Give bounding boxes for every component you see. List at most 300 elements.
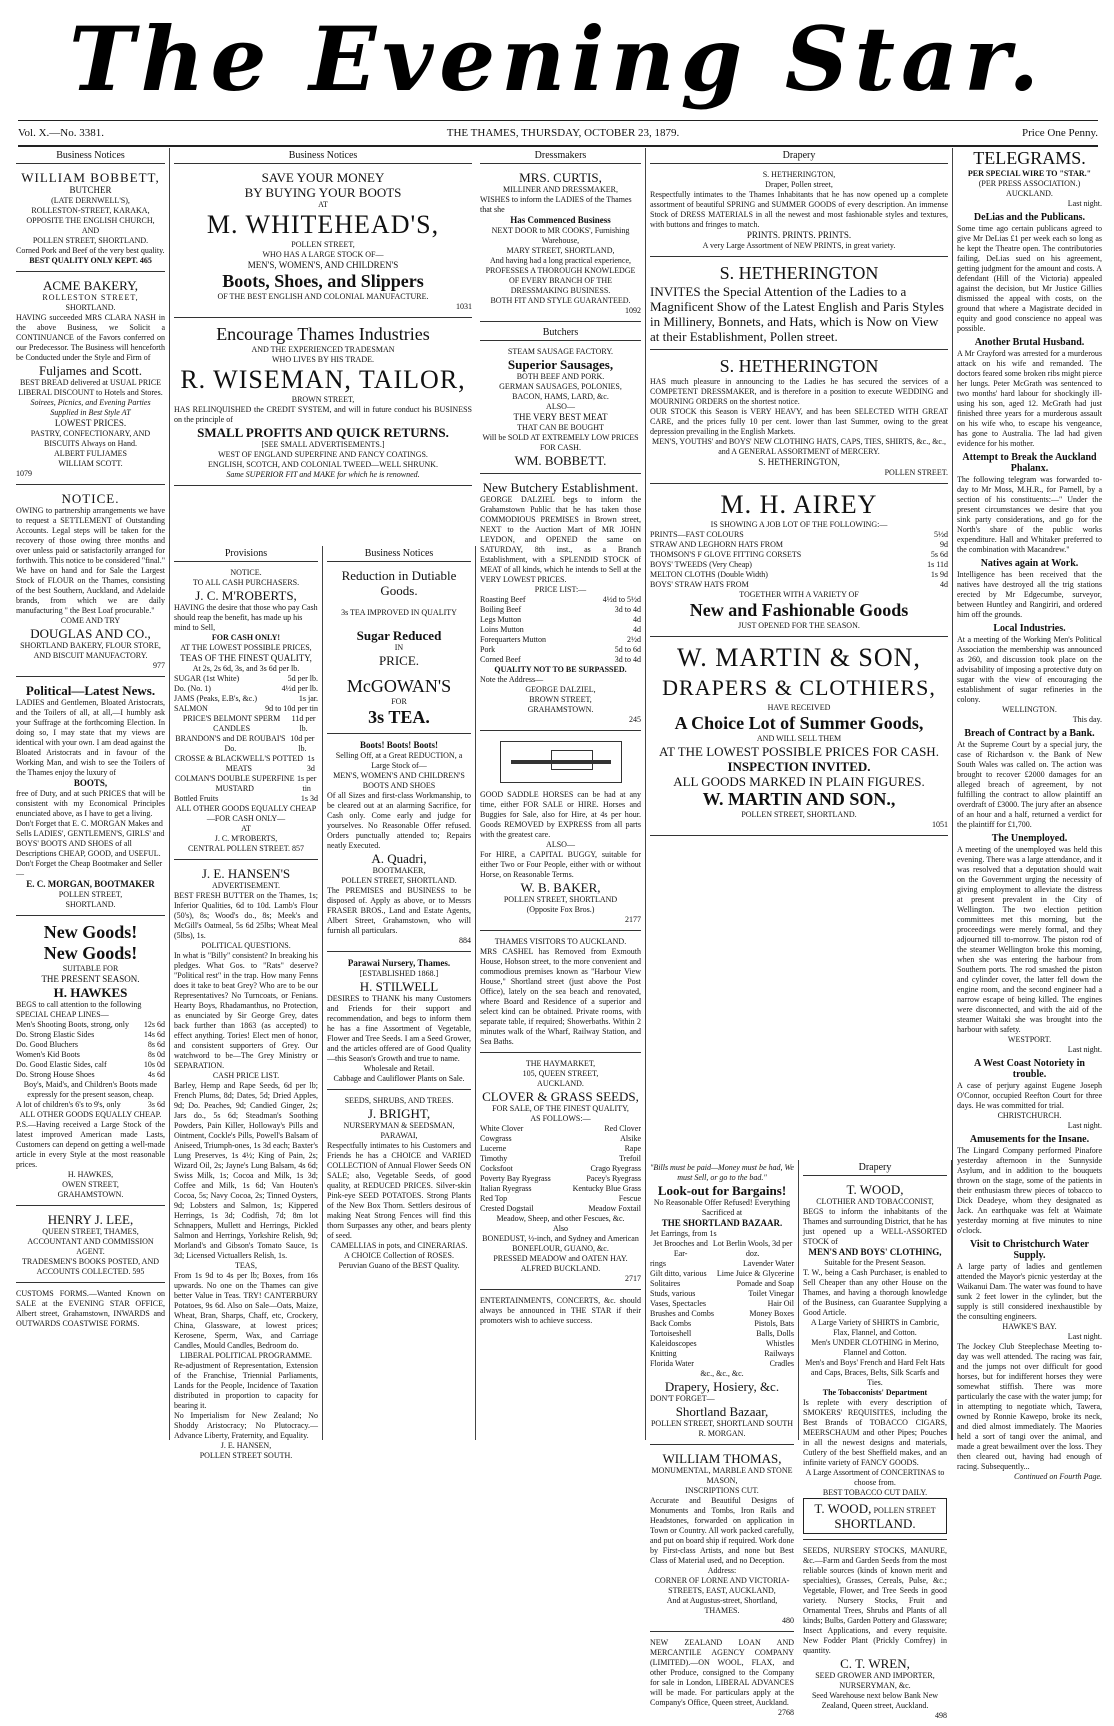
ad-text: POLLEN STREET, SHORTLAND. (32, 236, 149, 245)
ad-acme-bakery (16, 275, 165, 485)
ad-text: POLLEN STREET SOUTH. (199, 1451, 293, 1460)
ad-text: POLLEN STREET, (58, 890, 123, 899)
ad-text: MARY STREET, SHORTLAND, (506, 246, 615, 255)
ad-text: BUTCHER (69, 185, 112, 195)
ad-text: SHORTLAND. (65, 303, 116, 312)
telegram-story (957, 1111, 1102, 1236)
ad-name: M. H. AIREY (720, 490, 878, 519)
telegram-story (957, 1239, 1102, 1322)
ad-name: S. HETHERINGTON, (762, 170, 836, 179)
story-headline: Natives again at Work. (980, 558, 1079, 569)
newspaper-title: The Evening Star. (69, 7, 1045, 111)
ad-text: (LATE DERNWELL'S), (51, 196, 130, 205)
ad-text: DON'T FORGET— (650, 1394, 715, 1403)
item-value: Lavender Water (743, 1259, 794, 1268)
item-label: SUGAR (1st White) (174, 674, 240, 683)
ad-text: ROLLESTON STREET, (42, 293, 139, 302)
ad-text: MEN'S, WOMEN'S AND CHILDREN'S BOOTS AND SHOES (333, 771, 465, 790)
ad-name: S. HETHERINGTON (719, 263, 879, 283)
ad-text: ALSO— (546, 402, 575, 411)
section-header: Business Notices (16, 148, 165, 164)
ad-text: AND WILL SELL THEM (756, 734, 842, 743)
item-value: Pacey's Ryegrass (586, 1174, 641, 1183)
item-value: 1s 3d (300, 794, 318, 803)
ad-text: Drapery, Hosiery, &c. (664, 1379, 780, 1394)
list-item (650, 1259, 794, 1269)
ad-text: BEGS to call attention to the following SPECIAL CHEAP LINES— (16, 1000, 142, 1019)
ad-text: SHORTLAND. (834, 1516, 916, 1531)
ad-text: ROLLESTON-STREET, KARAKA, (31, 206, 150, 215)
ad-headline: New Goods! (43, 943, 138, 963)
ad-text: CENTRAL POLLEN STREET. 857 (188, 844, 304, 853)
ad-text: PRESSED MEADOW and OATEN HAY. (493, 1254, 628, 1263)
ad-name: W. B. BAKER, (520, 880, 601, 895)
item-value: Whistles (766, 1339, 794, 1348)
ad-text: AUCKLAND. (537, 1079, 584, 1088)
ad-text: H. HAWKES, (67, 1170, 114, 1179)
item-value: 4s 6d (147, 1070, 165, 1079)
list-item (650, 530, 948, 540)
ad-text: NEXT DOOR to MR COOKS', Furnishing Warehouse, (491, 226, 630, 245)
ad-text: GRAHAMSTOWN. (527, 705, 594, 714)
ad-airey (650, 487, 948, 637)
item-label: Bottled Fruits (174, 794, 219, 803)
list-item (650, 560, 948, 570)
telegram-story (957, 337, 1102, 449)
list-item (480, 1184, 641, 1194)
list-item (174, 674, 318, 684)
ad-headline: STEAM SAUSAGE FACTORY. (507, 347, 614, 356)
ad-text: No Imperialism for New Zealand; No Shoddy Aristocracy; No Plutocracy.—Advance Liberty, Fraternity, and Equality. (174, 1411, 318, 1440)
ad-whitehead (174, 167, 472, 318)
ad-text: (Opposite Fox Bros.) (526, 905, 595, 914)
ad-number: 977 (153, 661, 165, 670)
story-place: WELLINGTON. (1002, 705, 1057, 714)
story-headline: Another Brutal Husband. (974, 337, 1085, 348)
ad-text: ACCOUNTANT AND COMMISSION AGENT. (27, 1237, 154, 1256)
story-body: Intelligence has been received that the natives have destroyed all the trig stations erected by Mr Edgecumbe, surveyor, between Huntley and Rangiriri, and ordered him off the grounds. (957, 570, 1102, 619)
ad-text: AT (241, 824, 251, 833)
ad-text: POLLEN STREET (873, 1506, 936, 1515)
telegrams-heading: TELEGRAMS. (973, 148, 1086, 168)
list-item (480, 1164, 641, 1174)
item-label: Boiling Beef (480, 605, 522, 614)
ad-text: HAS much pleasure in announcing to the Ladies he has secured the services of a COMPETENT DRESSMAKER, and is therefore in a position to execute WEDDING and MOURNING ORDERS on the shortest notice. (650, 377, 948, 406)
item-value: 4d (633, 625, 641, 634)
ad-text: QUALITY NOT TO BE SURPASSED. (494, 665, 627, 674)
seed-list (480, 1124, 641, 1214)
ad-lee (16, 1209, 165, 1283)
ad-text: Of all Sizes and first-class Workmanship, to be cleared out at an alarming Sacrifice, for Cash only. Come early and judge for yourselves. No Reasonable Offer refused. Orders punctually attended to; Repairs neatly Executed. (327, 791, 471, 850)
list-item (650, 1279, 794, 1289)
item-value: 4d (633, 615, 641, 624)
column-4b (799, 1160, 952, 1720)
ad-name: A. Quadri, (371, 851, 427, 866)
ad-text: P.S.—Having received a Large Stock of the latest improved American made Lasts, Customers can depend on getting a well-made article in every Style at the most reasonable prices. (16, 1120, 165, 1169)
ad-text: OWEN STREET, (62, 1180, 119, 1189)
ad-text: TEAS, (235, 1261, 257, 1270)
item-value: Crago Ryegrass (590, 1164, 641, 1173)
item-value: 1s 3d (306, 754, 315, 773)
item-label: BOYS' TWEEDS (Very Cheap) (650, 560, 752, 569)
ad-headline: SAVE YOUR MONEY (261, 170, 385, 185)
ad-number: 1031 (456, 302, 472, 311)
ad-headline: Superior Sausages, (507, 357, 614, 372)
ad-name: H. HAWKES (53, 985, 128, 1000)
ad-text: CUSTOMS FORMS.—Wanted Known on SALE at the EVENING STAR OFFICE, Albert street, Grahamstown, INWARDS and OUTWARDS COASTWISE FORMS. (16, 1289, 165, 1328)
item-label: Do. Good Bluchers (16, 1040, 78, 1049)
ad-quadri (327, 737, 471, 952)
ad-text: POLLEN STREET. (884, 468, 948, 477)
story-place: HAWKE'S BAY. (1002, 1322, 1057, 1331)
ad-text: Men's and Boys' French and Hard Felt Hats and Caps, Braces, Belts, Silk Scarfs and Ties. (805, 1358, 945, 1387)
ad-mroberts (174, 565, 318, 860)
list-item (480, 1204, 641, 1214)
ad-name: S. HETHERINGTON (719, 356, 879, 376)
story-body: A case of perjury against Eugene Joseph O'Connor, occupied Reefton Court for three days. He was committed for trial. (957, 1081, 1102, 1110)
list-item (16, 1080, 165, 1100)
item-value: Fescue (618, 1194, 641, 1203)
ad-text: Also (552, 1224, 569, 1233)
item-label: Forequarters Mutton (480, 635, 546, 644)
ad-name: J. BRIGHT, (367, 1106, 431, 1121)
ad-text: HAVING succeeded MRS CLARA NASH in the above Business, we Solicit a CONTINUANCE of the Favors conferred on our Predecessor. The Business will henceforth be Conducted under the Style and Firm of (16, 313, 165, 362)
list-item (174, 694, 318, 704)
item-value: 11d per lb. (291, 714, 316, 733)
ad-text: We have on hand and for Sale the Largest Stock of FLOUR on the Thames, consisting of the best Southern, Auckland, and Adelaide brands, from which we are daily manufacturing " the Best Loaf procurable." (16, 566, 165, 615)
ad-text: FOR CASH ONLY! (211, 633, 281, 642)
price-list (480, 595, 641, 665)
story-headline: A West Coast Notoriety in trouble. (974, 1058, 1085, 1080)
telegram-stories (957, 189, 1102, 1472)
item-label: Lucerne (480, 1144, 507, 1153)
item-value: 1s 9d (930, 570, 948, 579)
ad-name: W. MARTIN AND SON., (702, 789, 896, 809)
ad-text: For HIRE, a CAPITAL BUGGY, suitable for either Two or Four People, either with or without Horse, on Reasonable Terms. (480, 850, 641, 879)
ad-text: BEST FRESH BUTTER on the Thames, 1s; Inferior Qualities, 6d to 10d. Lamb's Flour (50's), 8s; Wood's do., 8s; Meek's and McGill's Oatmeal, 5s 6d 25lbs; Wheat Meal (5lbs), 1s. (174, 891, 318, 940)
story-headline: Local Industries. (993, 623, 1066, 634)
ad-text: OUR STOCK this Season is VERY HEAVY, and has been SELECTED WITH GREAT CARE, and the prices fully 10 per cent. lower than last Summer, owing to the great depression prevailing in the English Markets. (650, 407, 948, 436)
ad-name: Shortland Bazaar, (675, 1404, 769, 1419)
list-item (650, 1359, 794, 1369)
ad-political-morgan (16, 680, 165, 916)
ad-bobbett (16, 167, 165, 272)
ad-text: POLLEN STREET, (291, 240, 355, 249)
ad-text: POLLEN STREET, SHORTLAND SOUTH (650, 1419, 794, 1428)
story-place: AUCKLAND. (1006, 189, 1053, 198)
item-value: 12s 6d (143, 1020, 165, 1029)
ad-bright (327, 1093, 471, 1276)
section-header: Drapery (650, 148, 948, 164)
item-value: 5d per lb. (287, 674, 318, 683)
item-value: Pomade and Soap (736, 1279, 794, 1288)
ad-name: DOUGLAS AND CO., (30, 626, 151, 641)
ad-number: 1092 (625, 306, 641, 315)
ad-text: NURSERYMAN, &c. (839, 1681, 911, 1690)
ad-text: POLLEN STREET, SHORTLAND (503, 895, 618, 904)
ad-baker (480, 734, 641, 931)
item-value: Trefoil (619, 1154, 641, 1163)
ad-name: T. WOOD, (814, 1501, 872, 1516)
ad-name: M. WHITEHEAD'S, (206, 210, 440, 239)
item-value: 2½d (627, 635, 641, 644)
item-label: Cocksfoot (480, 1164, 513, 1173)
ad-text: BOOTMAKER, (372, 866, 426, 875)
ad-text: INSCRIPTIONS CUT. (685, 1486, 759, 1495)
ad-text: LIBERAL POLITICAL PROGRAMME. (179, 1351, 313, 1360)
ad-text: Will be SOLD AT EXTREMELY LOW PRICES FOR CASH. (482, 433, 639, 452)
item-value: 4½d per lb. (281, 684, 318, 693)
list-item (480, 605, 641, 615)
item-label: Pork (480, 645, 496, 654)
ad-text: FOR (391, 697, 407, 706)
item-value: Kentucky Blue Grass (572, 1184, 641, 1193)
ad-text: HAS RELINQUISHED the CREDIT SYSTEM, and will in future conduct his BUSINESS on the principle of (174, 405, 472, 424)
story-body: A meeting of the unemployed was held this evening. There was a large attendance, and it was resolved that a deputation should wait on the Government urging the necessity of giving employment to alleviate the distress at present prevalent in the City of Wellington. The two election petition committees met this morning, but the proceedings were merely formal, and they adjourned till to-morrow. The piston rod of the steamer Wellington broke this morning, when she was entering the harbour from Southern ports. The rod smashed the piston and cylinder cover, the latter fell down the engine room, and the second engineer had a narrow escape of being killed. The engines were disconnected, and with the aid of the steamer Waitaki she was brought into the harbour with safety. (957, 845, 1102, 1034)
ad-text: POLITICAL QUESTIONS. (201, 941, 291, 950)
ad-name: W. MARTIN & SON, (677, 643, 921, 672)
ad-text: "Bills must be paid—Money must be had, We must Sell, or go to the bad." (650, 1163, 794, 1182)
telegram-story (957, 1035, 1102, 1111)
story-headline: Breach of Contract by a Bank. (964, 728, 1095, 739)
ad-text: AND (81, 226, 100, 235)
ad-text: SUITABLE FOR (62, 964, 119, 973)
column-1 (12, 148, 170, 1440)
item-value: 9d (940, 540, 948, 549)
ad-text: THE VERY BEST MEAT (513, 412, 608, 422)
section-header: Butchers (480, 325, 641, 341)
column-4a (646, 1160, 799, 1717)
item-label: Do. Strong House Shoes (16, 1070, 95, 1079)
ad-text: BEST BREAD delivered at USUAL PRICE (19, 378, 162, 387)
ad-text: OWING to partnership arrangements we have to request a SETTLEMENT of Outstanding Accounts. Legal steps will be taken for the recovery of those owing three months and over unless paid or satisfactorily arranged for forthwith. This notice to be considered "final." (16, 506, 166, 565)
item-value: 10s 0d (143, 1060, 165, 1069)
column-2b (323, 546, 476, 1440)
ad-hetherington-1 (650, 167, 948, 257)
story-body: At the Supreme Court by a special jury, the case of Richardson v. the Bank of New South Wales was called on. The action was brought to recover £2000 damages for an alleged breach of agreement, by not fulfilling the contract to allow plaintiff an overdraft of £3000. The jury after an absence of an hour and a half, returned a verdict for the plaintiff for £1,700. (957, 740, 1102, 829)
ad-name: T. WOOD, (846, 1182, 904, 1197)
telegram-story (957, 623, 1102, 705)
story-headline: The Unemployed. (991, 833, 1068, 844)
list-item (650, 1349, 794, 1359)
ad-text: Don't Forget the Cheap Bootmaker and Seller— (16, 859, 163, 878)
list-item (16, 1070, 165, 1080)
ad-headline: The Tobacconists' Department (822, 1388, 928, 1397)
story-headline: Attempt to Break the Auckland Phalanx. (962, 452, 1097, 474)
story-body: The Jockey Club Steeplechase Meeting to-day was well attended. The racing was fair, and the jumps not over difficult for good horses, but for indifferent horses they were somewhat stiffish. There was more particularly the case with the water jump; for in attempting to negotiate which, Tawera, owned by Ronnie Kawepo, broke its neck, and died almost immediately. The Maories held a sort of tangi over the animal, and made a great bewailment over the loss. They then cleared out, having had enough of racing. Subsequently... (957, 1342, 1102, 1471)
story-time: Last night. (1067, 1121, 1102, 1130)
list-item (650, 1299, 794, 1309)
list-item (174, 684, 318, 694)
ad-text: MRS CASHEL has Removed from Exmouth House, Hobson street, to the more convenient and commodious premises known as "Harbour View House," Shortland street (just above the Post Office), lately on the sea beach and renovated, where Board and Residence of a superior and select kind can be obtained. Private rooms, with separate table, if required; Showerbaths. Within 2 minutes walk of the Wharf, Railway Station, and Sea Baths. (480, 947, 641, 1046)
item-label: Do. Strong Elastic Sides (16, 1030, 95, 1039)
ad-name: DRAPERS & CLOTHIERS, (662, 675, 936, 700)
item-value: 4½d to 5½d (602, 595, 641, 604)
item-value: Lime Juice & Glycerine (716, 1269, 794, 1278)
ad-text: A very Large Assortment of NEW PRINTS, in great variety. (702, 241, 896, 250)
ad-text: MEN'S, WOMEN'S, AND CHILDREN'S (247, 260, 399, 270)
list-item (650, 580, 948, 590)
ad-text: SEEDS, NURSERY STOCKS, MANURE, &c.—Farm and Garden Seeds from the most reliable sources (kinds of known merit and specialties), Grasses, Cereals, Pulse, &c.; Vegetable, Flower, and Tree Seeds in good variety. Nursery Stocks, Fruit and Ornamental Trees, Shrubs and Plants of all kinds; Bulbs, Garden Pottery and Glassware; Insect Applications, and every requisite. New Fodder Plant (Prickly Comfrey) in quantity. (803, 1546, 947, 1655)
ad-text: [SEE SMALL ADVERTISEMENTS.] (261, 440, 385, 449)
ad-text: HAVE RECEIVED (767, 703, 831, 712)
item-value: 1s 11d (927, 560, 948, 569)
item-value: 4d (940, 580, 948, 589)
price: Price One Penny. (1022, 127, 1098, 139)
horse-buggy-illustration (500, 741, 622, 783)
ad-text: FOR SALE, OF THE FINEST QUALITY, (492, 1104, 629, 1113)
item-label: JAMS (Peaks, E.B's, &c.) (174, 694, 257, 703)
item-value: Balls, Dolls (756, 1329, 794, 1338)
list-item (480, 1154, 641, 1164)
ad-text: Same SUPERIOR FIT and MAKE for which he is renowned. (226, 470, 420, 479)
ad-text: ALL OTHER GOODS EQUALLY CHEAP —FOR CASH ONLY— (175, 804, 317, 823)
ad-text: Don't Forget that E. C. MORGAN Makes and Sells LADIES', GENTLEMEN'S, GIRLS' and BOYS' BOOTS AND SHOES of all Descriptions CHEAP, GOOD, and USEFUL. (16, 819, 165, 858)
ad-text: ENTERTAINMENTS, CONCERTS, &c. should always be announced in THE STAR if their promoters wish to achieve success. (480, 1296, 641, 1325)
ad-text: ALBERT FULJAMES (54, 449, 127, 458)
item-label: Do. (No. 1) (174, 684, 211, 693)
ad-entertainments (480, 1293, 641, 1331)
item-label: Loins Mutton (480, 625, 524, 634)
item-label: THOMSON'S F GLOVE FITTING CORSETS (650, 550, 802, 559)
list-item (480, 655, 641, 665)
ad-number: 884 (459, 936, 471, 945)
item-label: Timothy (480, 1154, 508, 1163)
telegram-story (957, 189, 1102, 334)
list-item (16, 1060, 165, 1070)
ad-text: free of Duty, and at such PRICES that will be consistent with my Economical Principles enunciated above, as I have to get a living. (16, 789, 165, 818)
item-value: 10d per lb. (290, 734, 315, 753)
ad-text: A Large Assortment of CONCERTINAS to choose from. (805, 1468, 945, 1487)
list-item (480, 1124, 641, 1134)
ad-text: J. E. HANSEN, (220, 1441, 272, 1450)
item-value: Hair Oil (767, 1299, 794, 1308)
ad-text: AS FOLLOWS:— (530, 1114, 591, 1123)
list-item (16, 1050, 165, 1060)
list-item (650, 1319, 794, 1329)
item-value: 8s 0d (147, 1050, 165, 1059)
item-label: White Clover (480, 1124, 524, 1133)
list-item (650, 550, 948, 560)
item-label: rings (650, 1259, 666, 1268)
ad-wood (803, 1179, 947, 1540)
ad-text: JUST OPENED FOR THE SEASON. (738, 621, 860, 630)
ad-text: Jet Earrings, from 1s (650, 1229, 717, 1238)
ad-text: WEST OF ENGLAND SUPERFINE AND FANCY COATINGS. (218, 450, 428, 459)
price-list (16, 1020, 165, 1110)
ad-text: J. C. M'ROBERTS, (214, 834, 278, 843)
item-label: Do. Good Elastic Sides, calf (16, 1060, 107, 1069)
ad-text: SHORTLAND. (65, 900, 116, 909)
ad-text: DESIRES to THANK his many Customers and Friends for their support and recommendation, and begs to inform them he has a fine Assortment of Vegetable, Flower and Tree Seeds. I am a Seed Grower, and the articles offered are of Good Quality—this Season's Growth and true to name. (327, 994, 471, 1063)
dateline (18, 120, 1098, 147)
item-label: Knitting (650, 1349, 677, 1358)
ad-text: Suitable for the Present Season. (824, 1258, 926, 1267)
ad-text: A Large Variety of SHIRTS in Cambric, Flax, Flannel, and Cotton. (810, 1318, 940, 1337)
ad-headline: THAMES VISITORS TO AUCKLAND. (494, 937, 627, 946)
ad-text: ALL OTHER GOODS EQUALLY CHEAP. (19, 1110, 162, 1119)
item-label: A lot of children's 6's to 9's, only (16, 1100, 121, 1109)
item-label: PRICE'S BELMONT SPERM CANDLES (182, 714, 281, 733)
ad-text: ADVERTISEMENT. (211, 881, 281, 890)
ad-text: AND THE EXPERIENCED TRADESMAN (251, 345, 395, 354)
list-item (480, 645, 641, 655)
list-item (174, 754, 318, 774)
item-value: 5½d (934, 530, 948, 539)
ad-text: T. W., being a Cash Purchaser, is enabled to Sell Cheaper than any other House on the Thames, and having a thorough knowledge of the Business, can Guarantee Supplying a Good Article. (803, 1268, 947, 1317)
telegrams-subheading: PER SPECIAL WIRE TO "STAR." (967, 169, 1092, 178)
ad-text: WHO LIVES BY HIS TRADE. (272, 355, 374, 364)
ad-name: MRS. CURTIS, (519, 170, 602, 185)
list-item (480, 595, 641, 605)
ad-text: BEGS to inform the inhabitants of the Thames and surrounding District, that he has just opened up a WELL-ASSORTED STOCK of (803, 1207, 947, 1246)
item-value: 3d to 4d (614, 605, 641, 614)
list-item (650, 540, 948, 550)
item-value: 5d to 6d (614, 645, 641, 654)
ad-text: TRADESMEN'S BOOKS POSTED, AND ACCOUNTS COLLECTED. 595 (21, 1257, 159, 1276)
item-value: 3d to 4d (614, 655, 641, 664)
ad-hetherington-3 (650, 353, 948, 484)
item-label: Tortoiseshell (650, 1329, 692, 1338)
ad-text: And having had a long practical experience, PROFESSES A THOROUGH KNOWLEDGE OF EVERY BRANCH OF THE DRESSMAKING BUSINESS. (485, 256, 636, 295)
ad-number: 1079 (16, 469, 32, 478)
ad-headline: New Butchery Establishment. (482, 480, 639, 495)
list-item (650, 1269, 794, 1279)
ad-text: AT (318, 200, 328, 209)
ad-stilwell (327, 955, 471, 1090)
telegram-story (957, 1322, 1102, 1472)
ad-headline: MEN'S AND BOYS' CLOTHING, (808, 1247, 942, 1257)
item-value: 5s 6d (930, 550, 948, 559)
ad-name: J. C. M'ROBERTS, (195, 588, 297, 603)
ad-hetherington-2 (650, 260, 948, 350)
ad-headline: SMALL PROFITS AND QUICK RETURNS. (197, 425, 449, 440)
ad-text: SEED GROWER AND IMPORTER, (815, 1671, 935, 1680)
ad-wiseman (174, 321, 472, 486)
ad-text: Respectfully intimates to his Customers and Friends he has a CHOICE and VARIED COLLECTION of Annual Flower Seeds ON SALE; also, Vegetable Seeds, of good quality, at REDUCED PRICES. Silver-skin Pink-eye SEED POTATOES. Strong Plants of the New Box Thorn. Settlers desirous of making Neat Strong Fences will find this thorn Surpasses any other, and bears plenty of seed. (327, 1141, 471, 1240)
ad-text: Corned Pork and Beef of the very best quality. (16, 246, 165, 255)
ad-number: 480 (782, 1616, 794, 1625)
item-label: Poverty Bay Ryegrass (480, 1174, 551, 1183)
ad-text: Accurate and Beautiful Designs of Monuments and Tombs, Iron Rails and Headstones, forwarded on application in Town or Country. All work packed carefully, and put on board ship if required. Work done by First-class Artists, and none but Best Class of Material used, and no Deception. (650, 1496, 794, 1565)
item-label: Kaleidoscopes (650, 1339, 697, 1348)
item-value: Meadow Foxtail (588, 1204, 641, 1213)
ad-notice-douglas (16, 488, 165, 677)
ad-text: Respectfully intimates to the Thames Inhabitants that he has now opened up a complete assortment of beautiful SPRING and SUMMER GOODS of every description. An immense Stock of DRESS MATERIALS in all the newest and most fashionable styles and textures, with buttons and fringes to match. (650, 190, 948, 229)
ad-cashel (480, 934, 641, 1053)
ad-headline: CLOVER & GRASS SEEDS, (482, 1089, 639, 1104)
ad-text: LOWEST PRICES. (54, 418, 127, 428)
ad-name: McGOWAN'S (346, 676, 452, 696)
ad-headline: Boots, Shoes, and Slippers (222, 271, 424, 291)
ad-headline: Sugar Reduced (356, 628, 442, 643)
ad-name: E. C. MORGAN, BOOTMAKER (26, 879, 155, 889)
item-value: 1s jar. (298, 694, 318, 703)
ad-text: BEST QUALITY ONLY KEPT. 465 (29, 256, 152, 265)
ad-text: CAMELLIAS in pots, and CINERARIAS. A CHOICE Collection of ROSES. (330, 1241, 468, 1260)
story-time: Last night. (1067, 1045, 1102, 1054)
column-5-telegrams (952, 148, 1106, 1481)
item-value: Lot Berlin Wools, 3d per doz. (712, 1239, 793, 1258)
ad-text: INVITES the Special Attention of the Ladies to a Magnificent Show of the Latest English and Paris Styles in Millinery, Bonnets, and Hats, which is Now on View at their Establishment, Pollen street. (650, 284, 944, 344)
ad-text: R. MORGAN. (698, 1429, 746, 1438)
item-label: BRANDON'S and DE ROUBAI'S Do. (175, 734, 286, 753)
ad-text: Re-adjustment of Representation, Extension of the Franchise, Triennial Parliaments, Lands for the People, Incidence of Taxation distributed in proportion to capacity for bearing it. (174, 1361, 318, 1410)
list-item (650, 1329, 794, 1339)
ad-text: QUEEN STREET, THAMES, (42, 1227, 139, 1236)
ad-text: ALSO— (546, 840, 575, 849)
ad-name: C. T. WREN, (840, 1656, 910, 1671)
